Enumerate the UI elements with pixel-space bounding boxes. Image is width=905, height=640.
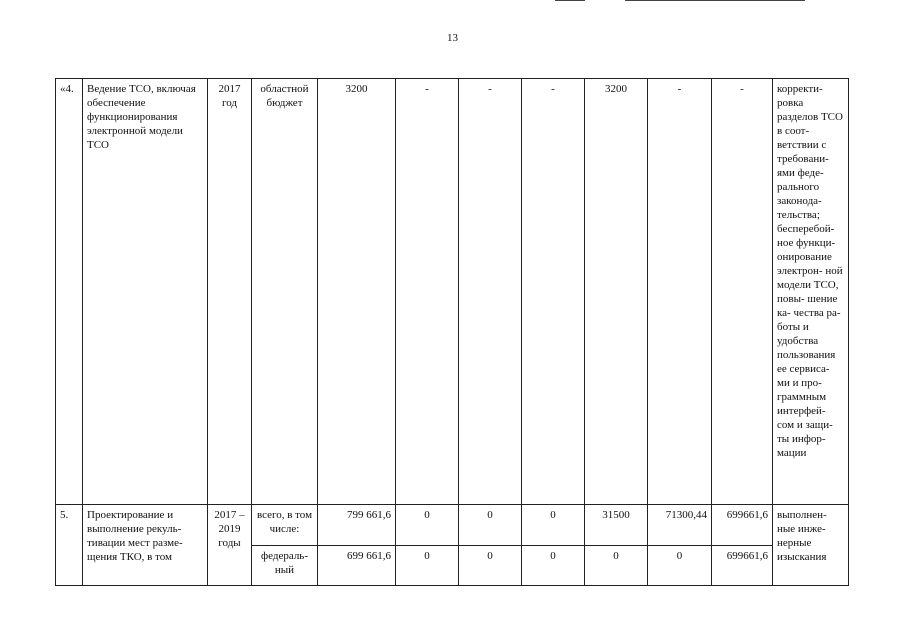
activity-name: Ведение ТСО, включая обеспечение функционирования электронной модели ТСО bbox=[83, 79, 208, 505]
amount-year-3: 0 bbox=[522, 505, 585, 546]
funding-source: областной бюджет bbox=[252, 79, 318, 505]
page-number: 13 bbox=[447, 32, 458, 44]
amount-year-5: - bbox=[648, 79, 712, 505]
amount-year-1: 0 bbox=[396, 546, 459, 586]
amount-year-3: 0 bbox=[522, 546, 585, 586]
expected-result: корректи- ровка разделов ТСО в соот- ветствии с требовани- ями феде- рального законода- тельства; бесперебой- ное функци- онирование электрон- ной модели ТСО, повы- шение ка- чества ра- боты и удобства пользования ее сервиса- ми и про- граммным интерфей- сом и защи- ты инфор- мации bbox=[773, 79, 849, 505]
table-row bbox=[56, 505, 849, 546]
amount-year-6: 699661,6 bbox=[712, 505, 773, 546]
period: 2017 год bbox=[208, 79, 252, 505]
amount-year-3: - bbox=[522, 79, 585, 505]
amount-year-4: 0 bbox=[585, 546, 648, 586]
amount-year-5: 0 bbox=[648, 546, 712, 586]
amount-total: 799 661,6 bbox=[318, 505, 396, 546]
amount-year-5: 71300,44 bbox=[648, 505, 712, 546]
amount-total: 699 661,6 bbox=[318, 546, 396, 586]
amount-total: 3200 bbox=[318, 79, 396, 505]
expected-result: выполнен- ные инже- нерные изыскания bbox=[773, 505, 849, 586]
amount-year-6: 699661,6 bbox=[712, 546, 773, 586]
row-number: «4. bbox=[56, 79, 83, 505]
amount-year-1: - bbox=[396, 79, 459, 505]
program-table bbox=[55, 78, 849, 586]
amount-year-1: 0 bbox=[396, 505, 459, 546]
row-number: 5. bbox=[56, 505, 83, 586]
amount-year-2: 0 bbox=[459, 546, 522, 586]
funding-source: всего, в том числе: bbox=[252, 505, 318, 546]
funding-source: федераль- ный bbox=[252, 546, 318, 586]
amount-year-2: - bbox=[459, 79, 522, 505]
period: 2017 – 2019 годы bbox=[208, 505, 252, 586]
top-rule-left bbox=[555, 0, 585, 1]
table-row bbox=[56, 79, 849, 505]
amount-year-6: - bbox=[712, 79, 773, 505]
amount-year-4: 31500 bbox=[585, 505, 648, 546]
amount-year-2: 0 bbox=[459, 505, 522, 546]
top-rule-right bbox=[625, 0, 805, 1]
activity-name: Проектирование и выполнение рекуль- тивации мест разме- щения ТКО, в том bbox=[83, 505, 208, 586]
amount-year-4: 3200 bbox=[585, 79, 648, 505]
